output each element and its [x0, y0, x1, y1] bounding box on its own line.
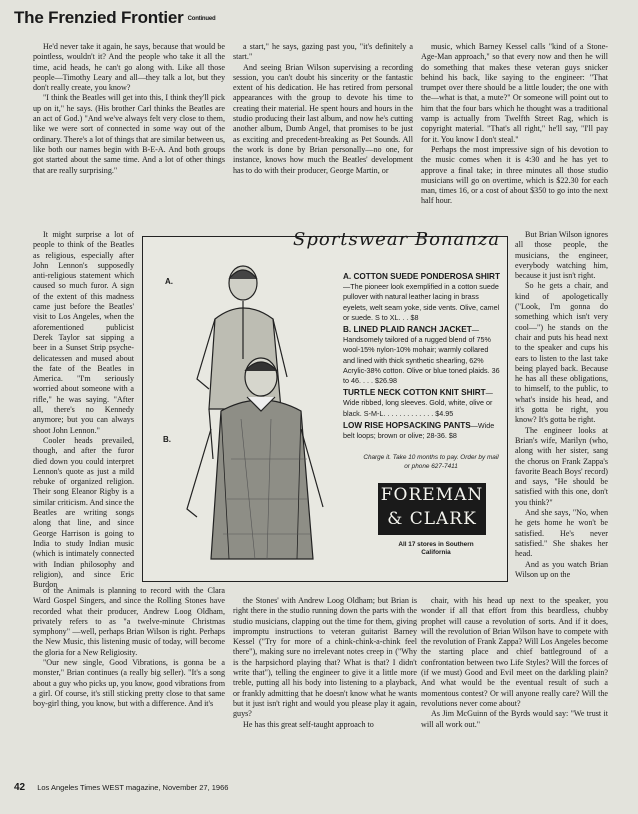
continued-label: Continued: [187, 15, 216, 22]
column-1-bottom: [33, 586, 225, 710]
column-1-top: [33, 42, 225, 176]
paragraph: And she says, "No, when he gets home he won't be satisfied. He's never satisfied." She shakes her head.: [515, 508, 608, 559]
logo-line: FOREMAN: [380, 485, 484, 505]
paragraph: And seeing Brian Wilson supervising a recording session, you can't doubt his sincerity or the fantastic extent of his dedication. He has retired from personal appearances with the group to devote his time to creating their material. He spent hours and hours in the studio producing their last album, and now he's cutting another album, Dumb Angel, that promises to be just as exciting and precedent-breaking as Pet Sounds. All the work is done by Brian personally—no one, for instance, knows how much the Beatles' development has to do with their producer, George Martin, or: [233, 62, 413, 175]
paragraph: of the Animals is planning to record with the Clara Ward Gospel Singers, and since the Rolling Stones have recorded what their producer, Andrew Loog Oldham, privately refers to as "a twelve-minute Christmas symphony" —well, perhaps Brian Wilson is right. Perhaps the New Music, this listening music of today, will become the gloria for a New Religiosity.: [33, 586, 225, 657]
ad-item-body: —Wide ribbed, long sleeves. Gold, white, olive or black. S-M-L. . . . . . . . . . . . . $4.95: [343, 388, 493, 418]
ad-item-head: B. LINED PLAID RANCH JACKET: [343, 325, 472, 335]
ad-item-head: A. COTTON SUEDE PONDEROSA SHIRT: [343, 272, 500, 281]
paragraph: Cooler heads prevailed, though, and after the furor died down you could interpret Lennon's quote as just a mild rebuke of organized religion. Their song Eleanor Rigby is a similar criticism. And since the Beatles are writing songs along that line, and since George Harrison is going to India to study Indian music (which is intimately connected with Indian philosophy and religion), and since Eric Burdon: [33, 435, 134, 590]
ad-item: [343, 421, 501, 441]
ad-illustration: [151, 259, 341, 577]
label-a: A.: [165, 277, 173, 286]
column-1-middle: [33, 230, 134, 590]
paragraph: As Jim McGuinn of the Byrds would say: "We trust it will all work out.": [421, 709, 608, 729]
column-2-bottom: [233, 596, 417, 730]
footer-credit: Los Angeles Times WEST magazine, November 27, 1966: [37, 783, 229, 792]
paragraph: music, which Barney Kessel calls "kind of a Stone-Age-Man approach," so that every now and then he will do something that makes these veteran guys snicker behind his back, like saying to the engineer: "That trumpet over there should be a little louder; the one with the—what is that, a mute?" Or someone will point out to him that the four bars which he thought was a traditional vamp is actually from Twelfth Street Rag, which is copyright material. "That's all right," he'll say, "I'll pay for it. You know I don't steal.": [421, 42, 608, 144]
column-3-bottom: [421, 596, 608, 730]
page-header: [14, 8, 215, 28]
paragraph: He'd never take it again, he says, because that would be pointless, wouldn't it? And the people who take it all the time, acid heads, he can't go along with. Like all those people—Timothy Leary and all—they talk a lot, but they don't really create, you know?: [33, 42, 225, 93]
ad-item: [343, 325, 501, 386]
ad-item-head: TURTLE NECK COTTON KNIT SHIRT: [343, 388, 486, 398]
ad-item: [343, 388, 501, 419]
ad-item-body: —Wide belt loops; brown or olive; 28-36. $8: [343, 420, 495, 441]
page-number: 42: [14, 782, 26, 793]
paragraph: "I think the Beatles will get into this, I think they'll pick up on it," he says. (His brother Carl thinks the Beatles are an act of God.) "And we've always felt very close to them, like we were sort of connected in some way out of the ordinary. There's a lot of things that are similar between us, like both our names begin with B-E-A. And both groups got started about the same time. And a lot of other things that are really surprising.": [33, 93, 225, 175]
paragraph: the Stones' with Andrew Loog Oldham; but Brian is right there in the studio running down the parts with the studio musicians, clapping out the time for them, giving impromptu instructions to veteran guitarist Barney Kessel ("Try for more of a chink-chink-a-chink feel there"), making sure no irrelevant notes creep in ("Why is the harpsichord playing that? What is that? I didn't write that"), telling the engineer to give it a little more treble, putting all his body into listening to a playback, or frankly admitting that he doesn't know what he wants but it just isn't right and would you please play it again, guys?: [233, 596, 417, 719]
logo-line: & CLARK: [387, 509, 477, 529]
ad-product-list: [343, 272, 501, 443]
page-footer: [14, 782, 228, 793]
ad-order-info: Charge it. Take 10 months to pay. Order by mail or phone 627-7411: [363, 454, 499, 470]
paragraph: a start," he says, gazing past you, "it's definitely a start.": [233, 42, 413, 62]
ad-title: Sportswear Bonanza: [293, 229, 501, 250]
foreman-clark-logo: [378, 483, 486, 535]
paragraph: And as you watch Brian Wilson up on the: [515, 559, 608, 579]
column-3-middle: [515, 230, 608, 580]
paragraph: chair, with his head up next to the speaker, you wonder if all that effort from this beardless, chubby prophet will cause a revolution of sorts. And if it does, will the revolution of Brian Wilson have to compete with the revolution of Frank Zappa? Will Los Angeles become the starting place and chief battleground of a confrontation between two Life Styles? Will the forces of (if we must) Good and Evil meet on the darkling plain? And what would be the eventual result of such a momentous contest? Or will anyone really care? Will the revolutions never come about?: [421, 596, 608, 708]
paragraph: So he gets a chair, and kind of apologetically ("Look, I'm gonna do something which isn't very cool—") he stands on the chair and puts his head next to the speaker and cups his ears to listen to the last take being played back. Because he has all these obligations, to himself, to the public, to what's inside his head, and it's gotta be right, you know? It's gotta be right.: [515, 281, 608, 425]
column-2-top: [233, 42, 413, 176]
article-title: The Frenzied Frontier: [14, 8, 184, 27]
ad-item-body: —Handsomely tailored of a rugged blend of 75% wool-15% nylon-10% mohair; warmly collared and lined with thick synthetic shearling, 62% Acrylic-38% cotton. Olive or blue toned plaids. 36 to 46. . . . $26.98: [343, 325, 500, 386]
column-3-top: [421, 42, 608, 207]
ad-item-body: —The pioneer look exemplified in a cotton suede pullover with natural leather lacing in brass eyelets, welt seam yoke, side vents. Olive, camel or suede. S to XL. . . $8: [343, 282, 500, 322]
ad-stores: All 17 stores in Southern California: [398, 541, 474, 556]
label-b: B.: [163, 435, 171, 444]
ad-item: [343, 272, 501, 323]
paragraph: The engineer looks at Brian's wife, Marilyn (who, along with her sister, sang the chorus on Frank Zappa's favorite Beach Boys' record) and says, "He should be satisfied with this one, don't you think?": [515, 425, 608, 507]
paragraph: Perhaps the most impressive sign of his devotion to the music comes when it is 4:30 and he has yet to approve a final take; in three minutes all those studio musicians will go on overtime, which is $22.30 for each man, times 16, or a cost of about $350 to go into the next half hour.: [421, 144, 608, 206]
paragraph: But Brian Wilson ignores all those people, the musicians, the engineer, everybody watching him, because it just isn't right.: [515, 230, 608, 281]
paragraph: It might surprise a lot of people to think of the Beatles as religious, especially after John Lennon's supposedly anti-religious statement which caused so much furor. A sign of the extent of this madness came just before the Beatles' visit to Los Angeles, when the aforementioned publicist Derek Taylor sat sipping a beer in a Sunset Strip psyche-delicatessen and mused about the fate of the Beatles in America. "I'm seriously worried about someone with a rifle," he was saying. "After all, there's no Kennedy anymore; but you can always shoot John Lennon.": [33, 230, 134, 435]
paragraph: He has this great self-taught approach to: [243, 719, 374, 729]
ad-item-head: LOW RISE HOPSACKING PANTS: [343, 420, 471, 430]
paragraph: "Our new single, Good Vibrations, is gonna be a monster," Brian continues (a really big seller). "It's a song about a guy who picks up, you know, good vibrations from a girl. Of course, it's still sticking pretty close to that same boy-girl thing, you know, but with a difference. And it's: [33, 658, 225, 709]
advertisement: [142, 229, 508, 582]
